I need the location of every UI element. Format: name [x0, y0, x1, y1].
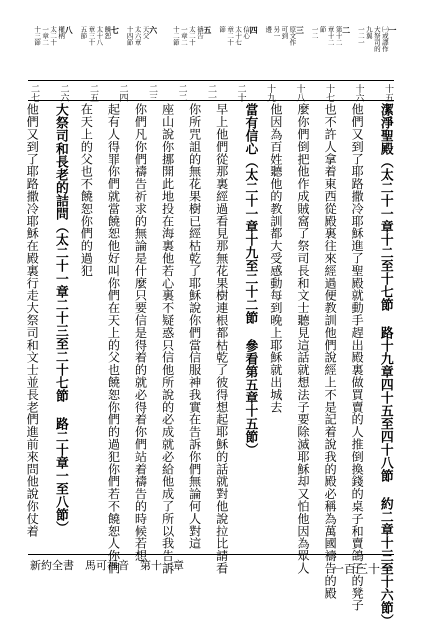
- section-heading: 潔淨聖殿（太二十一章十二至十七節 路十九章四十五至四十八節 約二章十三至十六節）: [377, 103, 393, 627]
- verse-marker: 二四: [117, 84, 128, 102]
- text-column: 座山說你挪開此地投在海裏他若心裏不疑惑只信他所說的必成就必給他成了所以我告訴: [160, 103, 175, 575]
- verse-marker: 十七: [324, 84, 334, 102]
- note-text: 天父 太六章 十四節: [125, 26, 150, 46]
- verse-marker: 二一: [206, 84, 216, 102]
- cross-reference-note: [126, 26, 158, 46]
- verse-marker: 二五: [88, 84, 98, 102]
- text-column: 早上他們從那裏經過看見那無花果樹連根都枯乾了彼得想起耶穌的話就對他說拉比請看: [214, 103, 229, 575]
- section-heading: 當有信心（太二十一章十九至二十二節 參看第五章十五節）: [242, 103, 258, 457]
- verse-marker: 二三: [147, 84, 157, 102]
- verse-marker: 二十: [235, 84, 246, 102]
- cross-reference-note: [357, 26, 397, 52]
- text-column: 在天上的父也不饒恕你們的過犯: [79, 103, 94, 277]
- note-number: 八: [64, 26, 75, 34]
- verse-marker: 十八: [294, 84, 305, 102]
- verse-marker: 二六: [58, 84, 69, 102]
- notes-band: [30, 26, 400, 78]
- footer-rule: [28, 554, 394, 555]
- note-number: 二: [341, 26, 352, 34]
- text-column: 也不許人拿着東西從殿裏往來經過便教訓他們說經上不是記着說我的殿必稱為萬國禱告的殿: [323, 103, 338, 599]
- note-text: 饒恕 太十八 章三十 五節: [79, 26, 112, 46]
- cross-reference-note: [33, 26, 73, 46]
- section-heading: 大祭司和長老的詰問（太二十一章二十三至二十七節 路二十章一至八節）: [52, 103, 68, 535]
- cross-reference-note: [311, 26, 351, 46]
- cross-reference-note: [218, 26, 258, 46]
- verse-marker: 二七: [29, 84, 39, 102]
- note-number: 七: [110, 26, 121, 34]
- text-column: 起有人得罪你們就當饒恕他好叫你們在天上的父也饒恕你們的過犯你們若不饒恕人你們: [106, 103, 121, 575]
- note-number: 五: [202, 26, 213, 34]
- cross-reference-note: [79, 26, 119, 46]
- verse-marker: 十五: [383, 84, 393, 102]
- note-text: 權柄 太二十 一章二 十三節: [33, 26, 66, 46]
- text-column: 他們又到了耶路撒冷耶穌進了聖殿就動手趕出殿裏做買賣的人推倒換錢的桌子和賣鴿子的凳子: [350, 103, 365, 612]
- note-text: 原文作 可到 另一 邊: [264, 26, 297, 46]
- note-number: 六: [148, 26, 159, 34]
- note-text: ㈠或譯作 大祭司的 九翼 一二一: [356, 26, 389, 52]
- verse-marker: 十六: [353, 84, 364, 102]
- note-number: 一: [387, 26, 398, 34]
- text-column: 你們凡你們禱告祈求的無論是什麼只要信是得着的就必得着你們站着禱告的時候若想: [133, 103, 148, 562]
- text-column: 你所咒詛的無花果樹已經枯乾了耶穌說你們當信服神我實在告訴你們無論何人對這: [187, 103, 202, 550]
- verse-marker: 十九: [265, 84, 275, 102]
- note-text: 禱告 太二十 一章二 十二節: [171, 26, 204, 46]
- text-column: 他們又到了耶路撒冷耶穌在殿裏行走大祭司和文士並長老們進前來問他說你仗着: [25, 103, 40, 537]
- text-column: 麼你們倒把他作成賊窩了祭司長和文士聽見這話就想法子要除滅耶穌却又怕他因為眾人: [295, 103, 310, 575]
- note-text: 信心 太十七 章二十 節: [218, 26, 251, 46]
- cross-reference-note: [264, 26, 304, 46]
- page-number: 一百三十一: [331, 562, 392, 576]
- note-number: 四: [249, 26, 260, 34]
- note-number: 三: [295, 26, 306, 34]
- notes-rule: [28, 80, 394, 81]
- marker-rule: [28, 100, 394, 101]
- cross-reference-note: [172, 26, 212, 46]
- verse-marker: 二二: [176, 84, 187, 102]
- running-title: 新約全書 馬可福音 第十一章: [30, 559, 184, 572]
- note-text: 第十二 章十二 節 一二: [310, 26, 343, 46]
- text-column: 他因為百姓聽他的教訓都大受感動每到晚上耶穌就出城去: [268, 103, 283, 413]
